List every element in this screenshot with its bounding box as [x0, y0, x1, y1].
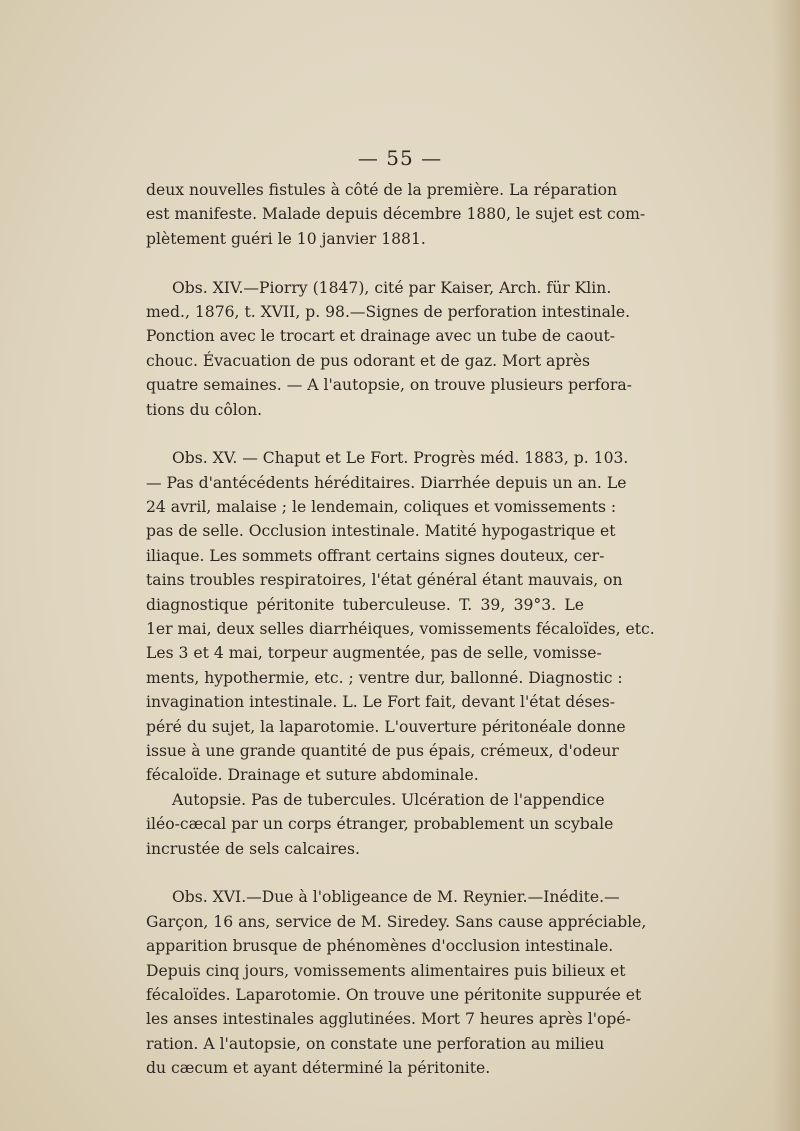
text-line: quatre semaines. — A l'autopsie, on trouve plusieurs perfora-: [146, 376, 632, 395]
text-line: plètement guéri le 10 janvier 1881.: [146, 229, 426, 248]
text-line: Depuis cinq jours, vomissements alimentaires puis bilieux et: [146, 961, 626, 980]
paragraph-gap: [146, 251, 584, 275]
text-line: tains troubles respiratoires, l'état général étant mauvais, on: [146, 571, 623, 590]
text-line: Obs. XVI.—Due à l'obligeance de M. Reynier.—Inédite.—: [172, 888, 620, 907]
page-number: — 55 —: [357, 146, 443, 170]
paragraph: [146, 276, 632, 422]
text-line: Ponction avec le trocart et drainage avec un tube de caout-: [146, 327, 616, 346]
text-line: les anses intestinales agglutinées. Mort 7 heures après l'opé-: [146, 1010, 631, 1029]
text-line: 1er mai, deux selles diarrhéiques, vomissements fécaloïdes, etc.: [146, 620, 655, 639]
text-line: tions du côlon.: [146, 400, 263, 419]
paragraph-gap: [146, 861, 584, 885]
text-line: Les 3 et 4 mai, torpeur augmentée, pas de selle, vomisse-: [146, 644, 602, 663]
text-line: fécaloïdes. Laparotomie. On trouve une péritonite suppurée et: [146, 985, 642, 1004]
text-line: invagination intestinale. L. Le Fort fait, devant l'état déses-: [146, 693, 615, 712]
text-line: Garçon, 16 ans, service de M. Siredey. Sans cause appréciable,: [146, 912, 647, 931]
text-line: chouc. Évacuation de pus odorant et de gaz. Mort après: [146, 351, 591, 370]
text-line: — Pas d'antécédents héréditaires. Diarrhée depuis un an. Le: [146, 473, 627, 492]
text-line: Obs. XIV.—Piorry (1847), cité par Kaiser, Arch. für Klin.: [172, 278, 612, 297]
text-line: apparition brusque de phénomènes d'occlusion intestinale.: [146, 937, 614, 956]
text-line: fécaloïde. Drainage et suture abdominale.: [146, 766, 479, 785]
text-line: med., 1876, t. XVII, p. 98.—Signes de perforation intestinale.: [146, 302, 631, 321]
text-line: est manifeste. Malade depuis décembre 1880, le sujet est com-: [146, 205, 646, 224]
text-line: Obs. XV. — Chaput et Le Fort. Progrès méd. 1883, p. 103.: [172, 449, 629, 468]
text-line: ration. A l'autopsie, on constate une perforation au milieu: [146, 1034, 605, 1053]
text-line: péré du sujet, la laparotomie. L'ouverture péritonéale donne: [146, 717, 626, 736]
text-line: incrustée de sels calcaires.: [146, 839, 360, 858]
paragraph: [146, 446, 655, 861]
text-body: [146, 178, 655, 1080]
text-line: diagnostique péritonite tuberculeuse. T. 39, 39°3. Le: [146, 595, 584, 614]
text-line: pas de selle. Occlusion intestinale. Matité hypogastrique et: [146, 522, 616, 541]
text-line: 24 avril, malaise ; le lendemain, coliques et vomissements :: [146, 498, 617, 517]
paragraph: [146, 178, 646, 251]
text-line: ments, hypothermie, etc. ; ventre dur, ballonné. Diagnostic :: [146, 668, 623, 687]
text-line: Autopsie. Pas de tubercules. Ulcération de l'appendice: [172, 790, 605, 809]
paragraph: [146, 885, 647, 1080]
paragraph-gap: [146, 422, 584, 446]
text-line: iléo-cæcal par un corps étranger, probablement un scybale: [146, 815, 614, 834]
text-line: issue à une grande quantité de pus épais, crémeux, d'odeur: [146, 741, 619, 760]
text-line: du cæcum et ayant déterminé la péritonite.: [146, 1059, 491, 1078]
text-line: iliaque. Les sommets offrant certains signes douteux, cer-: [146, 546, 605, 565]
text-line: deux nouvelles fistules à côté de la première. La réparation: [146, 181, 618, 199]
